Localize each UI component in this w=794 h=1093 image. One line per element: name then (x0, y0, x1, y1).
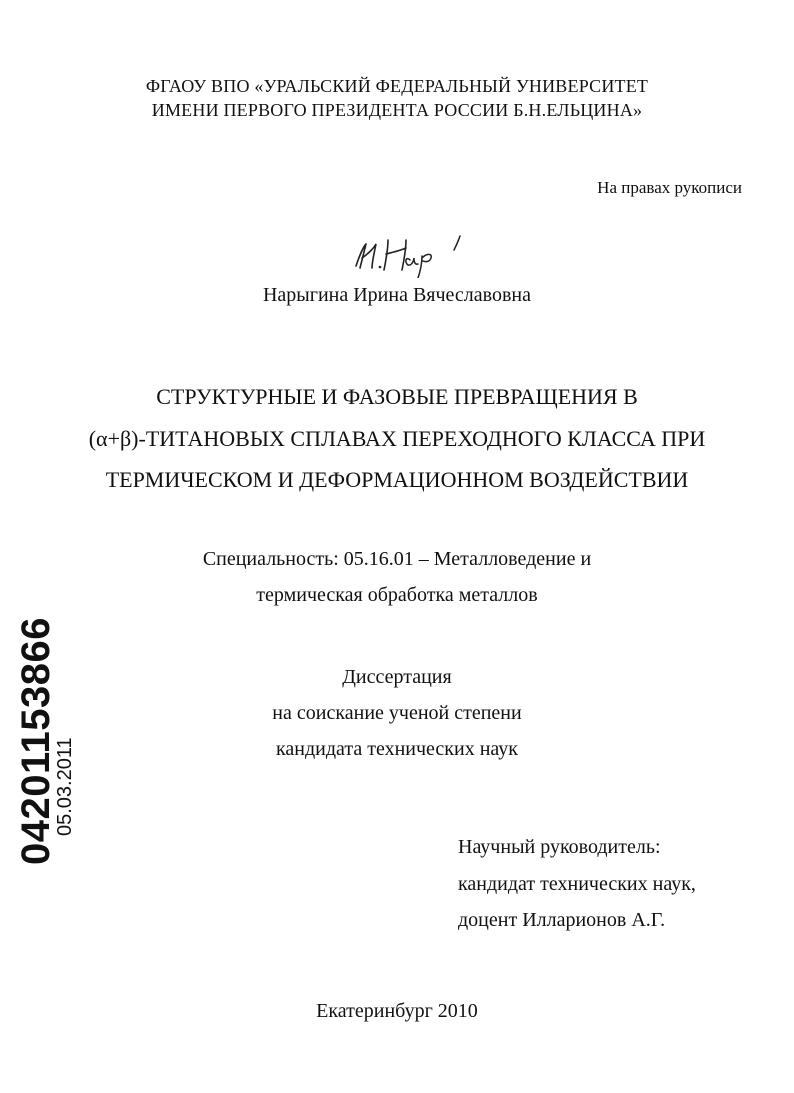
title-line-2: (α+β)-ТИТАНОВЫХ СПЛАВАХ ПЕРЕХОДНОГО КЛАССА ПРИ (88, 426, 706, 451)
manuscript-rights-note: На правах рукописи (597, 178, 742, 197)
specialty-line-1: Специальность: 05.16.01 – Металловедение и (202, 548, 592, 570)
advisor-line-3: доцент Илларионов А.Г. (458, 909, 666, 931)
advisor-line-1: Научный руководитель: (458, 836, 661, 858)
degree-line-3: кандидата технических наук (275, 738, 519, 760)
title-line-1: СТРУКТУРНЫЕ И ФАЗОВЫЕ ПРЕВРАЩЕНИЯ В (156, 384, 638, 409)
title-line-3: ТЕРМИЧЕСКОМ И ДЕФОРМАЦИОННОМ ВОЗДЕЙСТВИИ (105, 467, 689, 492)
specialty-line-2: термическая обработка металлов (256, 584, 538, 606)
organization-line-2: ИМЕНИ ПЕРВОГО ПРЕЗИДЕНТА РОССИИ Б.Н.ЕЛЬЦИНА» (151, 100, 643, 120)
organization-line-1: ФГАОУ ВПО «УРАЛЬСКИЙ ФЕДЕРАЛЬНЫЙ УНИВЕРСИТЕТ (145, 76, 649, 96)
degree-line-2: на соискание ученой степени (272, 702, 522, 724)
author-name: Нарыгина Ирина Вячеславовна (262, 284, 531, 306)
city-year: Екатеринбург 2010 (316, 1000, 478, 1022)
handwritten-signature (348, 232, 478, 278)
degree-line-1: Диссертация (342, 666, 452, 688)
archive-stamp-number: 04201153866 (14, 617, 58, 865)
archive-stamp-date: 05.03.2011 (54, 737, 76, 836)
advisor-line-2: кандидат технических наук, (458, 873, 696, 895)
